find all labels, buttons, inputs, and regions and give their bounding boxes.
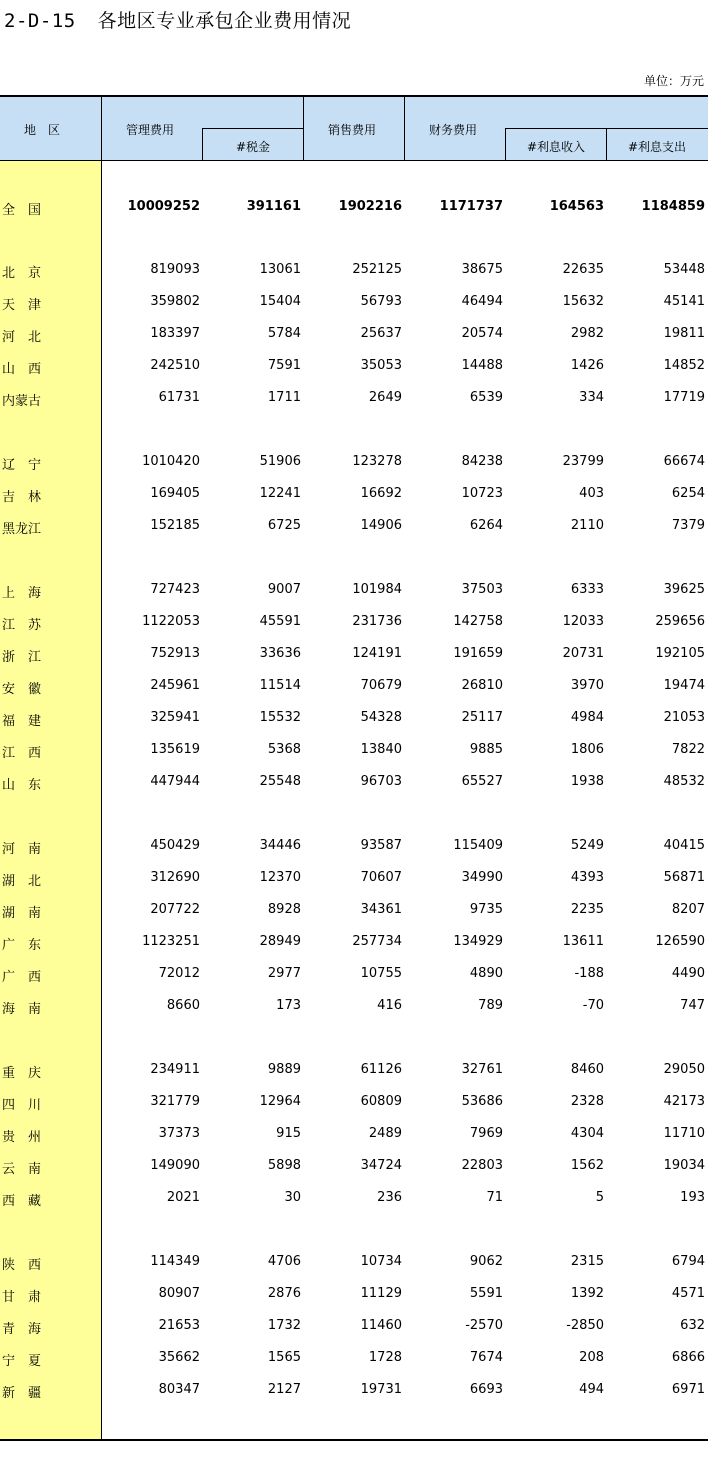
value-cell: 34724 bbox=[360, 1158, 402, 1173]
value-cell: 1122053 bbox=[142, 614, 200, 629]
region-name: 西 藏 bbox=[2, 1194, 42, 1209]
region-name: 陕 西 bbox=[2, 1258, 42, 1273]
value-cell: 2489 bbox=[368, 1126, 402, 1141]
value-cell: 6693 bbox=[469, 1382, 503, 1397]
region-name: 新 疆 bbox=[2, 1386, 42, 1401]
value-cell: 164563 bbox=[549, 199, 604, 214]
region-name: 吉 林 bbox=[2, 490, 42, 505]
value-cell: 1565 bbox=[267, 1350, 301, 1365]
value-cell: 71 bbox=[486, 1190, 503, 1205]
value-cell: 123278 bbox=[352, 454, 402, 469]
table-row bbox=[0, 1286, 708, 1306]
value-cell: 8660 bbox=[166, 998, 200, 1013]
value-cell: 191659 bbox=[453, 646, 503, 661]
value-cell: 1902216 bbox=[338, 199, 402, 214]
region-name: 辽 宁 bbox=[2, 458, 42, 473]
value-cell: 632 bbox=[680, 1318, 705, 1333]
value-cell: 134929 bbox=[453, 934, 503, 949]
value-cell: 11710 bbox=[663, 1126, 705, 1141]
value-cell: 6333 bbox=[570, 582, 604, 597]
value-cell: 4890 bbox=[469, 966, 503, 981]
value-cell: 142758 bbox=[453, 614, 503, 629]
value-cell: 70607 bbox=[360, 870, 402, 885]
table-row bbox=[0, 646, 708, 666]
region-column-divider bbox=[101, 161, 102, 1440]
value-cell: 22803 bbox=[461, 1158, 503, 1173]
region-name: 四 川 bbox=[2, 1098, 42, 1113]
value-cell: 6725 bbox=[267, 518, 301, 533]
value-cell: 40415 bbox=[663, 838, 705, 853]
region-name: 广 西 bbox=[2, 970, 42, 985]
value-cell: 42173 bbox=[663, 1094, 705, 1109]
value-cell: 10009252 bbox=[127, 199, 200, 214]
value-cell: 35053 bbox=[360, 358, 402, 373]
value-cell: 23799 bbox=[562, 454, 604, 469]
table-row-total bbox=[0, 199, 708, 219]
value-cell: 1562 bbox=[570, 1158, 604, 1173]
page-title bbox=[4, 6, 351, 33]
value-cell: 11460 bbox=[360, 1318, 402, 1333]
value-cell: 1426 bbox=[570, 358, 604, 373]
value-cell: 5898 bbox=[267, 1158, 301, 1173]
value-cell: 9735 bbox=[469, 902, 503, 917]
value-cell: 13840 bbox=[360, 742, 402, 757]
value-cell: 819093 bbox=[150, 262, 200, 277]
table-row bbox=[0, 774, 708, 794]
table-row bbox=[0, 1350, 708, 1370]
region-name: 甘 肃 bbox=[2, 1290, 42, 1305]
value-cell: 6794 bbox=[671, 1254, 705, 1269]
value-cell: 96703 bbox=[360, 774, 402, 789]
header-bottom-rule bbox=[0, 160, 708, 161]
value-cell: 53686 bbox=[461, 1094, 503, 1109]
value-cell: 7379 bbox=[671, 518, 705, 533]
value-cell: 1711 bbox=[267, 390, 301, 405]
value-cell: 242510 bbox=[150, 358, 200, 373]
value-cell: 208 bbox=[579, 1350, 604, 1365]
region-name: 河 南 bbox=[2, 842, 42, 857]
region-name: 天 津 bbox=[2, 298, 42, 313]
table-row bbox=[0, 358, 708, 378]
region-name: 内蒙古 bbox=[2, 394, 42, 409]
value-cell: 9889 bbox=[267, 1062, 301, 1077]
value-cell: 13061 bbox=[259, 262, 301, 277]
value-cell: 183397 bbox=[150, 326, 200, 341]
value-cell: 2982 bbox=[570, 326, 604, 341]
value-cell: 20574 bbox=[461, 326, 503, 341]
region-name: 江 苏 bbox=[2, 618, 42, 633]
value-cell: 447944 bbox=[150, 774, 200, 789]
table-row bbox=[0, 326, 708, 346]
table-row bbox=[0, 1158, 708, 1178]
value-cell: 61731 bbox=[158, 390, 200, 405]
value-cell: 39625 bbox=[663, 582, 705, 597]
value-cell: 4304 bbox=[570, 1126, 604, 1141]
value-cell: 37373 bbox=[158, 1126, 200, 1141]
value-cell: 80347 bbox=[158, 1382, 200, 1397]
table-row bbox=[0, 934, 708, 954]
table-row bbox=[0, 966, 708, 986]
table-title: 各地区专业承包企业费用情况 bbox=[97, 10, 352, 32]
value-cell: 135619 bbox=[150, 742, 200, 757]
value-cell: 32761 bbox=[461, 1062, 503, 1077]
value-cell: 231736 bbox=[352, 614, 402, 629]
region-name: 湖 北 bbox=[2, 874, 42, 889]
value-cell: 19474 bbox=[663, 678, 705, 693]
value-cell: 4706 bbox=[267, 1254, 301, 1269]
value-cell: -70 bbox=[582, 998, 604, 1013]
value-cell: 10723 bbox=[461, 486, 503, 501]
value-cell: 1171737 bbox=[439, 199, 503, 214]
region-name: 重 庆 bbox=[2, 1066, 42, 1081]
value-cell: 747 bbox=[680, 998, 705, 1013]
value-cell: 61126 bbox=[360, 1062, 402, 1077]
header-divider bbox=[202, 128, 203, 161]
value-cell: 6254 bbox=[671, 486, 705, 501]
region-name: 上 海 bbox=[2, 586, 42, 601]
value-cell: 1392 bbox=[570, 1286, 604, 1301]
value-cell: 51906 bbox=[259, 454, 301, 469]
value-cell: 359802 bbox=[150, 294, 200, 309]
value-cell: 173 bbox=[276, 998, 301, 1013]
value-cell: 20731 bbox=[562, 646, 604, 661]
value-cell: 149090 bbox=[150, 1158, 200, 1173]
value-cell: 33636 bbox=[259, 646, 301, 661]
value-cell: -2850 bbox=[566, 1318, 604, 1333]
value-cell: 259656 bbox=[655, 614, 705, 629]
value-cell: 1728 bbox=[368, 1350, 402, 1365]
value-cell: 245961 bbox=[150, 678, 200, 693]
region-name: 广 东 bbox=[2, 938, 42, 953]
table-row bbox=[0, 1318, 708, 1338]
table-row bbox=[0, 582, 708, 602]
value-cell: 101984 bbox=[352, 582, 402, 597]
value-cell: 7969 bbox=[469, 1126, 503, 1141]
value-cell: 12370 bbox=[259, 870, 301, 885]
table-row bbox=[0, 262, 708, 282]
value-cell: 2127 bbox=[267, 1382, 301, 1397]
value-cell: 5591 bbox=[469, 1286, 503, 1301]
value-cell: 9885 bbox=[469, 742, 503, 757]
bottom-rule bbox=[0, 1439, 708, 1441]
region-name: 全 国 bbox=[2, 203, 42, 218]
value-cell: 5 bbox=[595, 1190, 604, 1205]
value-cell: 5368 bbox=[267, 742, 301, 757]
value-cell: 11129 bbox=[360, 1286, 402, 1301]
value-cell: 7591 bbox=[267, 358, 301, 373]
value-cell: 34361 bbox=[360, 902, 402, 917]
table-row bbox=[0, 710, 708, 730]
value-cell: 789 bbox=[478, 998, 503, 1013]
value-cell: 93587 bbox=[360, 838, 402, 853]
value-cell: 21653 bbox=[158, 1318, 200, 1333]
value-cell: 8460 bbox=[570, 1062, 604, 1077]
value-cell: 25637 bbox=[360, 326, 402, 341]
value-cell: 6539 bbox=[469, 390, 503, 405]
value-cell: 207722 bbox=[150, 902, 200, 917]
value-cell: 6264 bbox=[469, 518, 503, 533]
value-cell: 752913 bbox=[150, 646, 200, 661]
region-name: 贵 州 bbox=[2, 1130, 42, 1145]
value-cell: 152185 bbox=[150, 518, 200, 533]
value-cell: 45141 bbox=[663, 294, 705, 309]
header-divider bbox=[101, 97, 102, 161]
table-code: 2-D-15 bbox=[4, 10, 76, 32]
value-cell: 15404 bbox=[259, 294, 301, 309]
region-name: 青 海 bbox=[2, 1322, 42, 1337]
value-cell: 1184859 bbox=[641, 199, 705, 214]
value-cell: 56871 bbox=[663, 870, 705, 885]
value-cell: 334 bbox=[579, 390, 604, 405]
value-cell: 1732 bbox=[267, 1318, 301, 1333]
value-cell: 2235 bbox=[570, 902, 604, 917]
value-cell: 29050 bbox=[663, 1062, 705, 1077]
table-row bbox=[0, 614, 708, 634]
value-cell: 48532 bbox=[663, 774, 705, 789]
value-cell: 1010420 bbox=[142, 454, 200, 469]
header-sales: 销售费用 bbox=[328, 123, 377, 137]
region-name: 海 南 bbox=[2, 1002, 42, 1017]
value-cell: 3970 bbox=[570, 678, 604, 693]
region-name: 安 徽 bbox=[2, 682, 42, 697]
value-cell: -2570 bbox=[465, 1318, 503, 1333]
unit-label: 单位：万元 bbox=[643, 74, 704, 88]
region-name: 江 西 bbox=[2, 746, 42, 761]
value-cell: 4571 bbox=[671, 1286, 705, 1301]
value-cell: 7822 bbox=[671, 742, 705, 757]
value-cell: 1123251 bbox=[142, 934, 200, 949]
value-cell: 416 bbox=[377, 998, 402, 1013]
value-cell: 5784 bbox=[267, 326, 301, 341]
region-name: 山 西 bbox=[2, 362, 42, 377]
value-cell: 8207 bbox=[671, 902, 705, 917]
value-cell: 12964 bbox=[259, 1094, 301, 1109]
header-subrule bbox=[505, 128, 708, 129]
value-cell: 193 bbox=[680, 1190, 705, 1205]
value-cell: -188 bbox=[574, 966, 604, 981]
value-cell: 14852 bbox=[663, 358, 705, 373]
table-row bbox=[0, 454, 708, 474]
value-cell: 53448 bbox=[663, 262, 705, 277]
value-cell: 10734 bbox=[360, 1254, 402, 1269]
value-cell: 2315 bbox=[570, 1254, 604, 1269]
header-interest-expense: #利息支出 bbox=[628, 140, 687, 154]
value-cell: 727423 bbox=[150, 582, 200, 597]
region-name: 云 南 bbox=[2, 1162, 42, 1177]
value-cell: 169405 bbox=[150, 486, 200, 501]
value-cell: 25548 bbox=[259, 774, 301, 789]
value-cell: 26810 bbox=[461, 678, 503, 693]
value-cell: 5249 bbox=[570, 838, 604, 853]
value-cell: 257734 bbox=[352, 934, 402, 949]
value-cell: 38675 bbox=[461, 262, 503, 277]
header-mgmt: 管理费用 bbox=[126, 123, 175, 137]
header-divider bbox=[303, 97, 304, 161]
header-divider bbox=[606, 128, 607, 161]
value-cell: 30 bbox=[284, 1190, 301, 1205]
value-cell: 9062 bbox=[469, 1254, 503, 1269]
value-cell: 54328 bbox=[360, 710, 402, 725]
table-row bbox=[0, 742, 708, 762]
value-cell: 12033 bbox=[562, 614, 604, 629]
value-cell: 22635 bbox=[562, 262, 604, 277]
value-cell: 19731 bbox=[360, 1382, 402, 1397]
region-name: 湖 南 bbox=[2, 906, 42, 921]
value-cell: 4984 bbox=[570, 710, 604, 725]
header-interest-income: #利息收入 bbox=[527, 140, 586, 154]
table-row bbox=[0, 838, 708, 858]
table-row bbox=[0, 998, 708, 1018]
region-name: 宁 夏 bbox=[2, 1354, 42, 1369]
value-cell: 114349 bbox=[150, 1254, 200, 1269]
value-cell: 391161 bbox=[246, 199, 301, 214]
value-cell: 7674 bbox=[469, 1350, 503, 1365]
table-row bbox=[0, 1062, 708, 1082]
region-column-background bbox=[0, 161, 101, 1440]
value-cell: 45591 bbox=[259, 614, 301, 629]
value-cell: 234911 bbox=[150, 1062, 200, 1077]
value-cell: 2021 bbox=[166, 1190, 200, 1205]
value-cell: 403 bbox=[579, 486, 604, 501]
header-tax: #税金 bbox=[236, 140, 271, 154]
value-cell: 915 bbox=[276, 1126, 301, 1141]
value-cell: 9007 bbox=[267, 582, 301, 597]
header-region: 地 区 bbox=[24, 123, 61, 137]
value-cell: 6866 bbox=[671, 1350, 705, 1365]
value-cell: 16692 bbox=[360, 486, 402, 501]
value-cell: 37503 bbox=[461, 582, 503, 597]
table-row bbox=[0, 1126, 708, 1146]
value-cell: 4490 bbox=[671, 966, 705, 981]
table-row bbox=[0, 390, 708, 410]
value-cell: 19034 bbox=[663, 1158, 705, 1173]
value-cell: 70679 bbox=[360, 678, 402, 693]
value-cell: 46494 bbox=[461, 294, 503, 309]
value-cell: 15532 bbox=[259, 710, 301, 725]
value-cell: 72012 bbox=[158, 966, 200, 981]
value-cell: 25117 bbox=[461, 710, 503, 725]
region-name: 山 东 bbox=[2, 778, 42, 793]
header-divider bbox=[505, 128, 506, 161]
value-cell: 8928 bbox=[267, 902, 301, 917]
value-cell: 321779 bbox=[150, 1094, 200, 1109]
value-cell: 56793 bbox=[360, 294, 402, 309]
value-cell: 2977 bbox=[267, 966, 301, 981]
value-cell: 192105 bbox=[655, 646, 705, 661]
value-cell: 65527 bbox=[461, 774, 503, 789]
region-name: 黑龙江 bbox=[2, 522, 42, 537]
value-cell: 124191 bbox=[352, 646, 402, 661]
table-row bbox=[0, 518, 708, 538]
value-cell: 325941 bbox=[150, 710, 200, 725]
value-cell: 1806 bbox=[570, 742, 604, 757]
value-cell: 66674 bbox=[663, 454, 705, 469]
table-row bbox=[0, 1382, 708, 1402]
value-cell: 312690 bbox=[150, 870, 200, 885]
table-row bbox=[0, 902, 708, 922]
value-cell: 450429 bbox=[150, 838, 200, 853]
table-row bbox=[0, 1254, 708, 1274]
region-name: 浙 江 bbox=[2, 650, 42, 665]
header-subrule bbox=[202, 128, 304, 129]
value-cell: 34446 bbox=[259, 838, 301, 853]
header-divider bbox=[404, 97, 405, 161]
value-cell: 2876 bbox=[267, 1286, 301, 1301]
value-cell: 28949 bbox=[259, 934, 301, 949]
region-name: 福 建 bbox=[2, 714, 42, 729]
value-cell: 60809 bbox=[360, 1094, 402, 1109]
value-cell: 17719 bbox=[663, 390, 705, 405]
value-cell: 115409 bbox=[453, 838, 503, 853]
table-row bbox=[0, 870, 708, 890]
value-cell: 11514 bbox=[259, 678, 301, 693]
value-cell: 19811 bbox=[663, 326, 705, 341]
value-cell: 35662 bbox=[158, 1350, 200, 1365]
value-cell: 14906 bbox=[360, 518, 402, 533]
value-cell: 80907 bbox=[158, 1286, 200, 1301]
value-cell: 1938 bbox=[570, 774, 604, 789]
value-cell: 15632 bbox=[562, 294, 604, 309]
value-cell: 13611 bbox=[562, 934, 604, 949]
value-cell: 14488 bbox=[461, 358, 503, 373]
value-cell: 21053 bbox=[663, 710, 705, 725]
value-cell: 12241 bbox=[259, 486, 301, 501]
value-cell: 4393 bbox=[570, 870, 604, 885]
region-name: 河 北 bbox=[2, 330, 42, 345]
value-cell: 2328 bbox=[570, 1094, 604, 1109]
table-row bbox=[0, 678, 708, 698]
region-name: 北 京 bbox=[2, 266, 42, 281]
value-cell: 34990 bbox=[461, 870, 503, 885]
table-row bbox=[0, 294, 708, 314]
value-cell: 252125 bbox=[352, 262, 402, 277]
value-cell: 10755 bbox=[360, 966, 402, 981]
value-cell: 126590 bbox=[655, 934, 705, 949]
value-cell: 84238 bbox=[461, 454, 503, 469]
table-row bbox=[0, 1094, 708, 1114]
value-cell: 6971 bbox=[671, 1382, 705, 1397]
header-finance: 财务费用 bbox=[429, 123, 478, 137]
table-row bbox=[0, 486, 708, 506]
table-row bbox=[0, 1190, 708, 1210]
value-cell: 2110 bbox=[570, 518, 604, 533]
value-cell: 494 bbox=[579, 1382, 604, 1397]
value-cell: 236 bbox=[377, 1190, 402, 1205]
value-cell: 2649 bbox=[368, 390, 402, 405]
